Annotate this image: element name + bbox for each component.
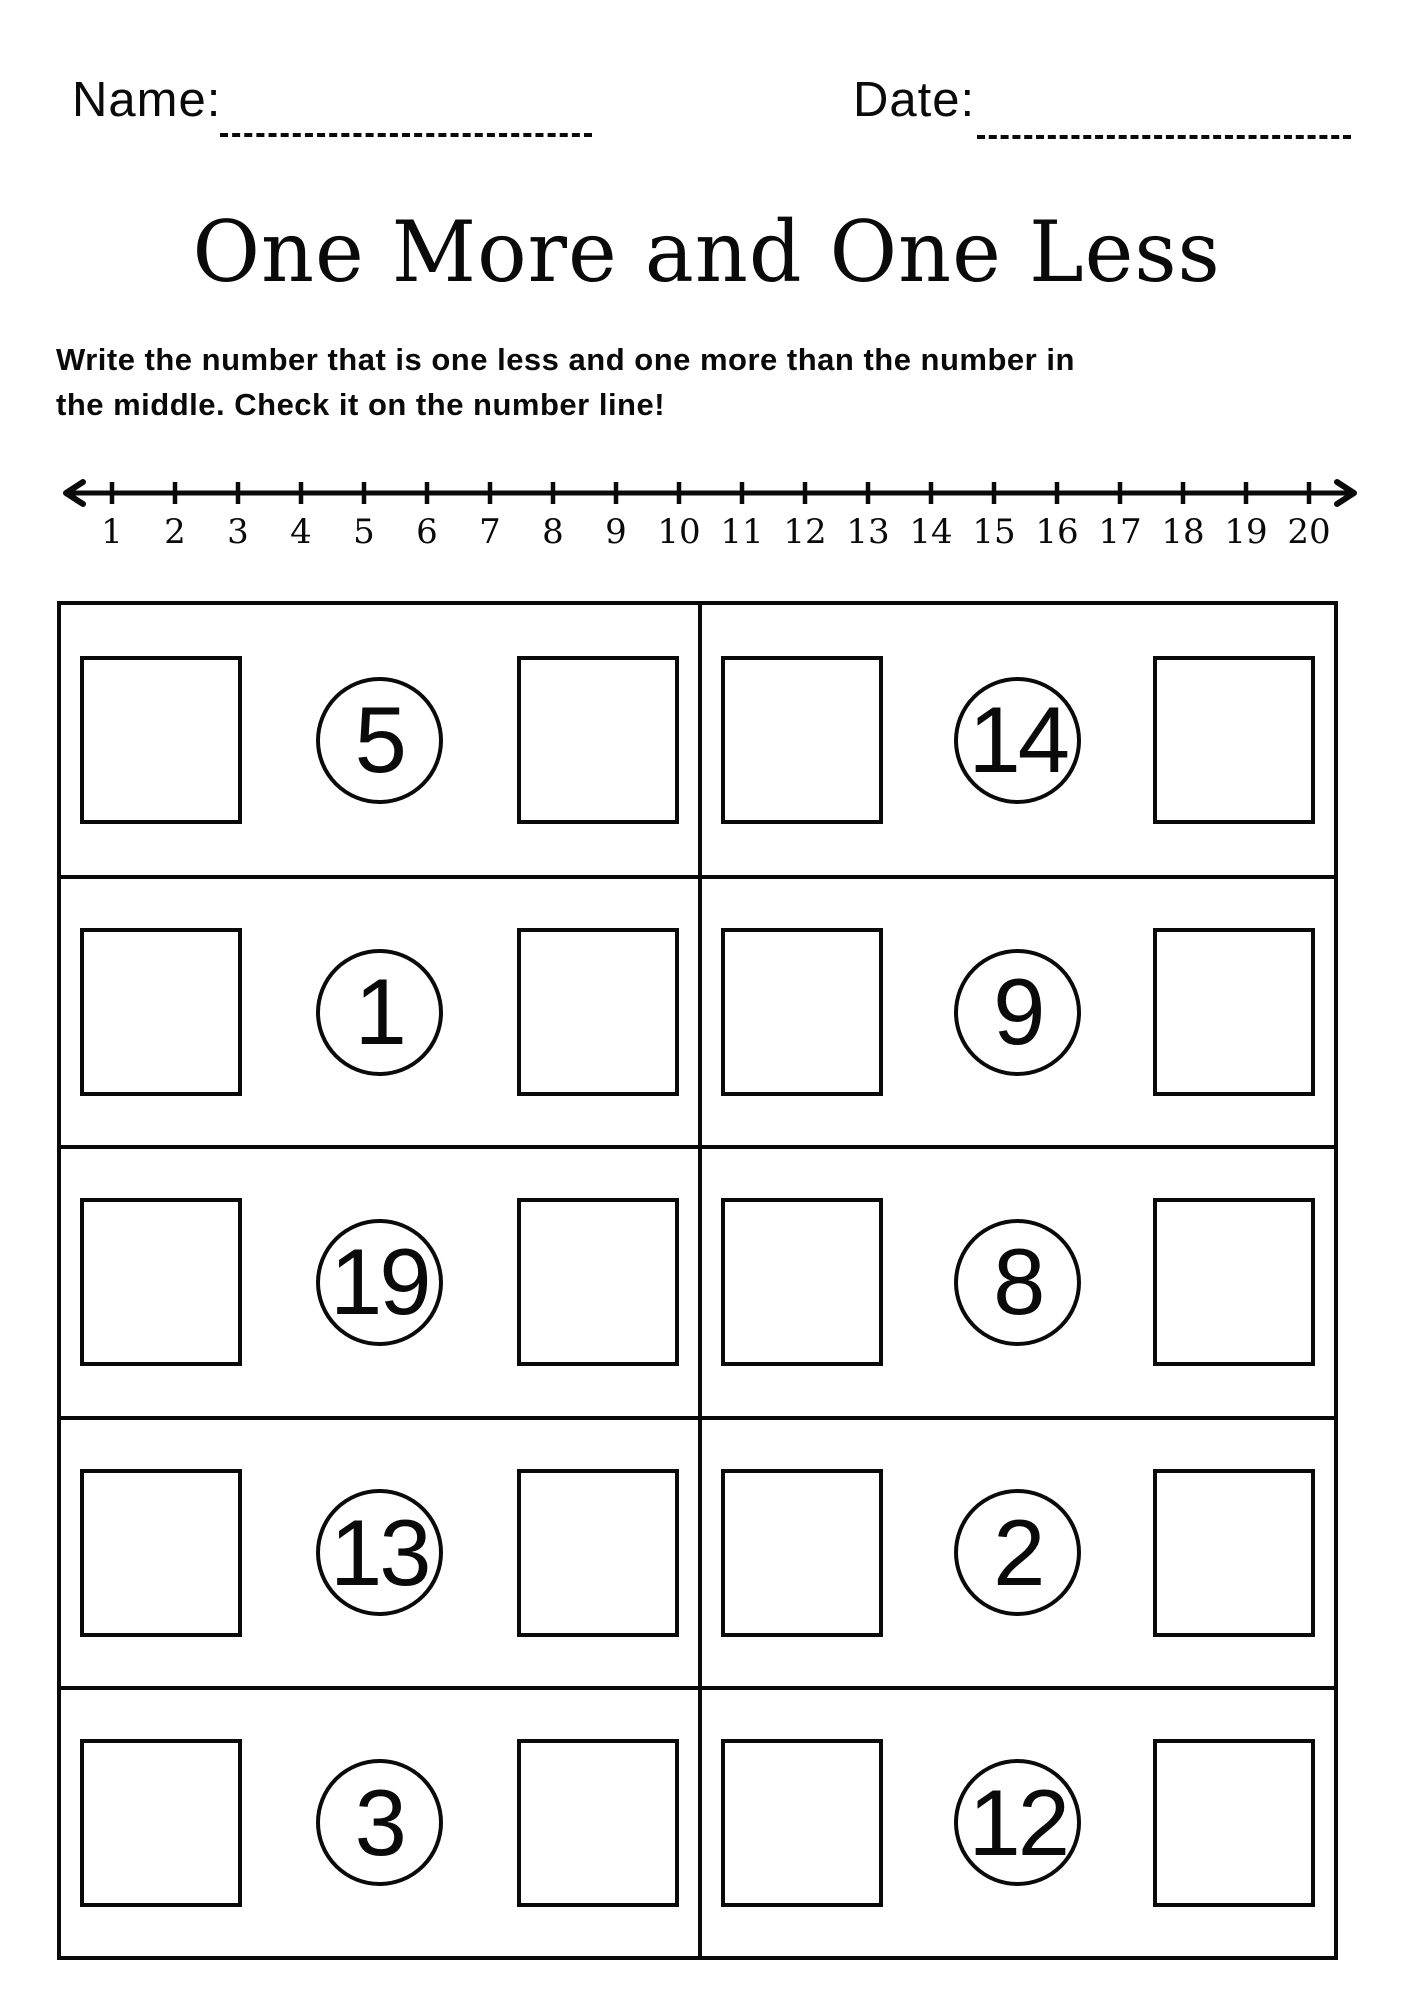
one-more-answer-box[interactable] <box>517 1198 679 1366</box>
middle-number-circle <box>954 1759 1081 1886</box>
middle-number: 14 <box>968 687 1068 793</box>
middle-number-circle <box>316 1219 443 1346</box>
middle-number: 9 <box>993 959 1043 1065</box>
middle-number: 8 <box>993 1229 1043 1335</box>
middle-number: 13 <box>329 1499 429 1605</box>
one-less-answer-box[interactable] <box>80 656 242 824</box>
one-less-answer-box[interactable] <box>80 1739 242 1907</box>
title-wrap <box>0 203 1414 301</box>
problem-cell-4 <box>698 875 1335 1145</box>
one-less-answer-box[interactable] <box>721 1469 883 1637</box>
tick-label: 6 <box>416 512 438 552</box>
problem-cell-1 <box>61 605 698 875</box>
tick-label: 3 <box>227 512 249 552</box>
tick-label: 13 <box>846 512 890 552</box>
problem-cell-7 <box>61 1416 698 1686</box>
one-less-answer-box[interactable] <box>721 928 883 1096</box>
one-more-answer-box[interactable] <box>1153 1469 1315 1637</box>
tick-label: 17 <box>1098 512 1142 552</box>
tick-label: 19 <box>1224 512 1268 552</box>
middle-number-circle <box>954 677 1081 804</box>
problem-cell-9 <box>61 1686 698 1956</box>
one-more-answer-box[interactable] <box>517 1739 679 1907</box>
problem-cell-5 <box>61 1145 698 1415</box>
one-more-answer-box[interactable] <box>1153 656 1315 824</box>
problem-cell-2 <box>698 605 1335 875</box>
tick-label: 15 <box>972 512 1016 552</box>
instructions-line-1: Write the number that is one less and one more than the number in <box>56 342 1075 377</box>
tick-label: 8 <box>542 512 564 552</box>
tick-label: 10 <box>657 512 701 552</box>
one-more-answer-box[interactable] <box>1153 1739 1315 1907</box>
middle-number-circle <box>316 1489 443 1616</box>
tick-label: 18 <box>1161 512 1205 552</box>
one-less-answer-box[interactable] <box>721 1739 883 1907</box>
name-write-line[interactable] <box>220 133 592 137</box>
tick-label: 11 <box>720 512 764 552</box>
tick-label: 16 <box>1035 512 1079 552</box>
middle-number: 19 <box>329 1229 429 1335</box>
one-more-answer-box[interactable] <box>517 656 679 824</box>
page-title: One More and One Less <box>192 203 1222 301</box>
one-more-answer-box[interactable] <box>517 928 679 1096</box>
one-less-answer-box[interactable] <box>721 656 883 824</box>
middle-number-circle <box>954 1489 1081 1616</box>
tick-labels <box>101 512 1330 552</box>
middle-number: 5 <box>354 687 404 793</box>
problem-cell-8 <box>698 1416 1335 1686</box>
problem-cell-3 <box>61 875 698 1145</box>
one-more-answer-box[interactable] <box>1153 928 1315 1096</box>
tick-label: 1 <box>101 512 123 552</box>
tick-label: 5 <box>353 512 375 552</box>
tick-label: 7 <box>479 512 501 552</box>
instructions-line-2: the middle. Check it on the number line! <box>56 387 666 422</box>
number-line-axis <box>66 482 1354 504</box>
middle-number-circle <box>316 949 443 1076</box>
tick-label: 2 <box>164 512 186 552</box>
middle-number: 1 <box>354 959 404 1065</box>
middle-number: 2 <box>993 1499 1043 1605</box>
name-label: Name: <box>72 73 222 127</box>
tick-label: 9 <box>605 512 627 552</box>
one-less-answer-box[interactable] <box>80 1198 242 1366</box>
tick-label: 14 <box>909 512 953 552</box>
date-write-line[interactable] <box>977 135 1351 139</box>
middle-number-circle <box>316 677 443 804</box>
one-less-answer-box[interactable] <box>721 1198 883 1366</box>
tick-label: 4 <box>290 512 312 552</box>
number-line <box>0 455 1414 565</box>
middle-number: 3 <box>354 1769 404 1875</box>
one-less-answer-box[interactable] <box>80 928 242 1096</box>
middle-number-circle <box>954 949 1081 1076</box>
tick-label: 20 <box>1287 512 1331 552</box>
middle-number-circle <box>954 1219 1081 1346</box>
middle-number: 12 <box>968 1769 1068 1875</box>
problem-cell-6 <box>698 1145 1335 1415</box>
middle-number-circle <box>316 1759 443 1886</box>
instructions <box>56 337 1136 427</box>
one-more-answer-box[interactable] <box>517 1469 679 1637</box>
problems-grid <box>57 601 1338 1960</box>
tick-label: 12 <box>783 512 827 552</box>
one-less-answer-box[interactable] <box>80 1469 242 1637</box>
date-label: Date: <box>853 73 976 127</box>
one-more-answer-box[interactable] <box>1153 1198 1315 1366</box>
problem-cell-10 <box>698 1686 1335 1956</box>
